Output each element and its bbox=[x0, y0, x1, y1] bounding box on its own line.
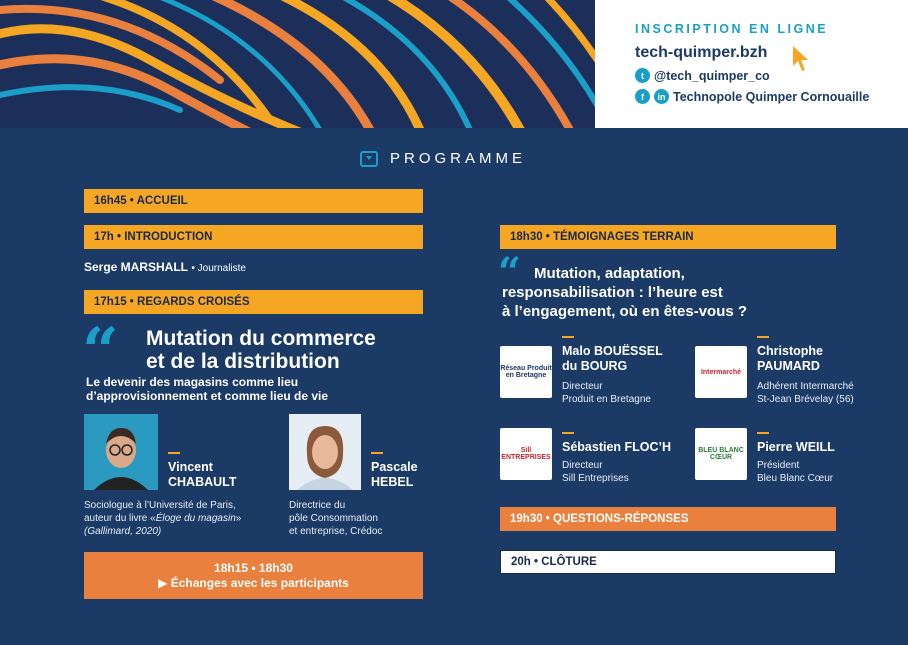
left-subtitle-line1: Le devenir des magasins comme lieu bbox=[86, 375, 299, 389]
speaker-chabault bbox=[168, 452, 237, 490]
speaker-hebel-last: HEBEL bbox=[371, 475, 414, 489]
speaker-chabault-desc: Sociologue à l’Université de Paris, auteur du livre «Éloge du magasin» (Gallimard, 2020) bbox=[84, 500, 242, 537]
programme-title: PROGRAMME bbox=[390, 150, 527, 167]
exchange-block bbox=[84, 552, 423, 599]
linkedin-icon: in bbox=[654, 89, 669, 104]
left-quote-line1: Mutation du commerce bbox=[146, 327, 376, 350]
cursor-icon bbox=[791, 44, 811, 74]
programme-heading bbox=[360, 150, 526, 167]
intro-speaker bbox=[84, 260, 246, 274]
dropdown-icon bbox=[360, 151, 378, 167]
person-floch: Sébastien FLOC’H Directeur Sill Entreprises bbox=[562, 432, 671, 485]
right-quote bbox=[502, 264, 747, 321]
social-name: Technopole Quimper Cornouaille bbox=[673, 89, 870, 104]
intro-speaker-name: Serge MARSHALL bbox=[84, 260, 189, 274]
twitter-row[interactable] bbox=[635, 68, 908, 83]
social-row[interactable] bbox=[635, 89, 908, 104]
logo-intermarche: Intermarché bbox=[695, 346, 747, 398]
inscription-label: INSCRIPTION EN LIGNE bbox=[635, 22, 829, 36]
website-link[interactable]: tech-quimper.bzh bbox=[635, 44, 768, 61]
left-quote bbox=[146, 327, 376, 373]
person-weill: Pierre WEILL Président Bleu Blanc Cœur bbox=[757, 432, 835, 485]
exchange-time: 18h15 • 18h30 bbox=[214, 561, 293, 575]
speaker-chabault-first: Vincent bbox=[168, 460, 213, 474]
speaker-hebel-desc: Directrice du pôle Consommation et entreprise, Crédoc bbox=[289, 500, 383, 537]
logo-produit-en-bretagne: Réseau Produit en Bretagne bbox=[500, 346, 552, 398]
person-paumard: Christophe PAUMARD Adhérent Intermarché St-Jean Brévelay (56) bbox=[757, 336, 854, 406]
exchange-text: ▶ Échanges avec les participants bbox=[158, 576, 349, 590]
cloture-bar: 20h • CLÔTURE bbox=[500, 550, 836, 574]
accueil-bar: 16h45 • ACCUEIL bbox=[84, 189, 423, 213]
speaker-photo-hebel bbox=[289, 414, 361, 490]
left-subtitle bbox=[86, 375, 328, 403]
right-quote-line1: Mutation, adaptation, bbox=[534, 265, 685, 282]
registration-box bbox=[595, 0, 908, 128]
left-subtitle-line2: d’approvisionnement et comme lieu de vie bbox=[86, 389, 329, 403]
banner-graphic bbox=[0, 0, 595, 128]
right-quote-icon: “ bbox=[498, 249, 522, 296]
facebook-icon: f bbox=[635, 89, 650, 104]
speaker-photo-chabault bbox=[84, 414, 158, 490]
speaker-hebel bbox=[371, 452, 418, 490]
regards-bar: 17h15 • REGARDS CROISÉS bbox=[84, 290, 423, 314]
logo-sill: Sill ENTREPRISES bbox=[500, 428, 552, 480]
person-bouessel: Malo BOUËSSEL du BOURG Directeur Produit en Bretagne bbox=[562, 336, 663, 406]
twitter-handle: @tech_quimper_co bbox=[654, 68, 770, 83]
logo-bleu-blanc-coeur: BLEU BLANC CŒUR bbox=[695, 428, 747, 480]
questions-bar: 19h30 • QUESTIONS-RÉPONSES bbox=[500, 507, 836, 531]
intro-bar: 17h • INTRODUCTION bbox=[84, 225, 423, 249]
left-quote-line2: et de la distribution bbox=[146, 350, 340, 373]
twitter-icon: t bbox=[635, 68, 650, 83]
right-quote-line2: responsabilisation : l’heure est bbox=[502, 284, 723, 301]
right-quote-line3: à l’engagement, où en êtes-vous ? bbox=[502, 303, 748, 320]
speaker-chabault-last: CHABAULT bbox=[168, 475, 237, 489]
speaker-hebel-first: Pascale bbox=[371, 460, 418, 474]
quote-icon: “ bbox=[82, 314, 119, 389]
temoignages-bar: 18h30 • TÉMOIGNAGES TERRAIN bbox=[500, 225, 836, 249]
intro-speaker-role: • Journaliste bbox=[191, 263, 246, 274]
